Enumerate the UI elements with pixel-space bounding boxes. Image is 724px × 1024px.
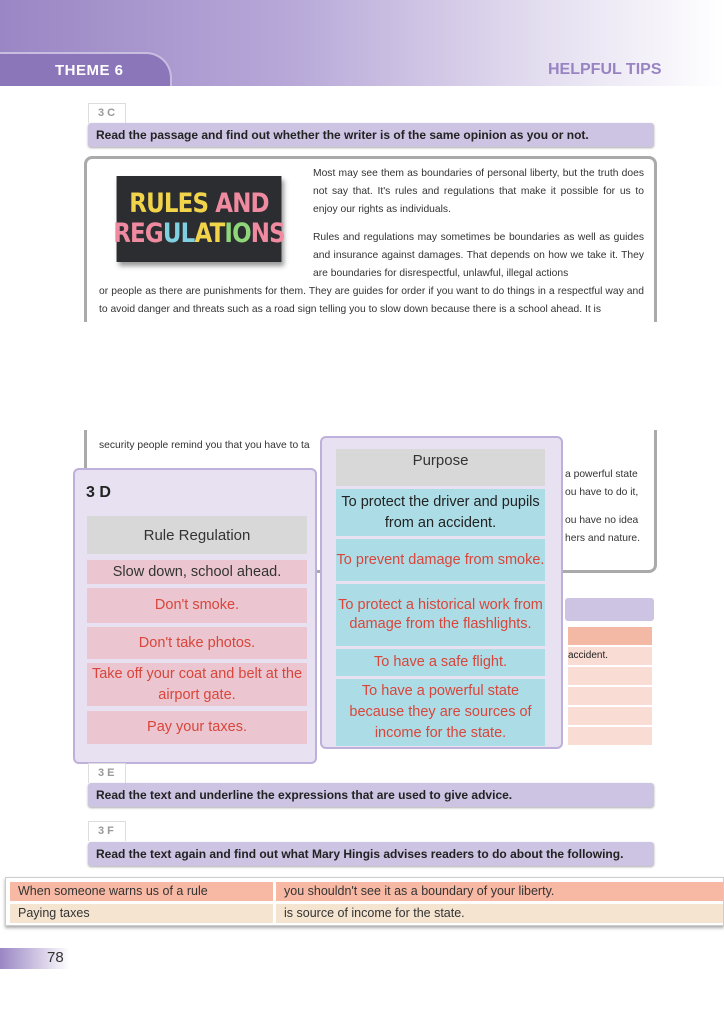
purpose-cell: To protect the driver and pupils from an accident. xyxy=(336,489,545,536)
instruction-3e: Read the text and underline the expressions that are used to give advice. xyxy=(88,783,654,807)
hidden-table-row: accident. xyxy=(568,647,652,665)
purpose-cell: To prevent damage from smoke. xyxy=(336,539,545,581)
passage-fragment: hers and nature. xyxy=(565,533,640,544)
rule-cell: Pay your taxes. xyxy=(87,711,307,744)
exercise-label-3f: 3 F xyxy=(88,821,126,841)
passage-continued-line: security people remind you that you have to ta xyxy=(99,440,310,451)
rule-cell: Don't smoke. xyxy=(87,588,307,623)
instruction-3c: Read the passage and find out whether the writer is of the same opinion as you or not. xyxy=(88,123,654,147)
table-cell-topic: Paying taxes xyxy=(10,904,273,923)
rule-cell: Take off your coat and belt at the airport gate. xyxy=(87,663,307,706)
advice-table xyxy=(5,877,724,926)
rule-header: Rule Regulation xyxy=(87,516,307,554)
theme-title: THEME 6 xyxy=(55,62,124,79)
passage-paragraph-2a: Rules and regulations may sometimes be boundaries as well as guides and insurance against damages. That depends on how we take it. They are boundaries for disrespectful, unlawful, illegal actions xyxy=(313,232,644,279)
hidden-table-row xyxy=(568,687,652,705)
rules-regulations-image: RULES AND REGULATIONS xyxy=(117,176,282,262)
hidden-table-row xyxy=(568,707,652,725)
hidden-table-row xyxy=(568,727,652,745)
rule-cell: Don't take photos. xyxy=(87,627,307,659)
hidden-instruction-bar xyxy=(565,598,654,621)
passage-paragraph-1: Most may see them as boundaries of personal liberty, but the truth does not say that. It's rules and regulations that make it possible for us to enjoy our rights as individuals. xyxy=(313,168,644,215)
table-cell-advice: is source of income for the state. xyxy=(276,904,723,923)
hidden-table-row xyxy=(568,627,652,645)
purpose-cell: To have a powerful state because they are sources of income for the state. xyxy=(336,679,545,746)
exercise-label-3d: 3 D xyxy=(86,484,111,501)
table-cell-advice: you shouldn't see it as a boundary of your liberty. xyxy=(276,882,723,901)
passage-fragment: ou have no idea xyxy=(565,515,639,526)
purpose-header: Purpose xyxy=(336,449,545,486)
purpose-cell: To protect a historical work from damage from the flashlights. xyxy=(336,584,545,646)
section-title: HELPFUL TIPS xyxy=(548,61,662,78)
passage-fragment: a powerful state xyxy=(565,469,638,480)
passage-fragment: ou have to do it, xyxy=(565,487,639,498)
table-cell-topic: When someone warns us of a rule xyxy=(10,882,273,901)
exercise-label-3e: 3 E xyxy=(88,763,126,783)
rule-cell: Slow down, school ahead. xyxy=(87,560,307,584)
exercise-label-3c: 3 C xyxy=(88,103,126,123)
blank-gap xyxy=(0,322,724,430)
purpose-cell: To have a safe flight. xyxy=(336,649,545,676)
instruction-3f: Read the text again and find out what Mary Hingis advises readers to do about the following. xyxy=(88,842,654,866)
page-number: 78 xyxy=(47,949,64,966)
hidden-table-row xyxy=(568,667,652,685)
passage-paragraph-2b: or people as there are punishments for them. They are guides for order if you want to do things in a respectful way and to avoid danger and threats such as a road sign telling you to slow down because there is a school ahead. It is xyxy=(99,286,644,315)
theme-tab xyxy=(0,52,172,86)
